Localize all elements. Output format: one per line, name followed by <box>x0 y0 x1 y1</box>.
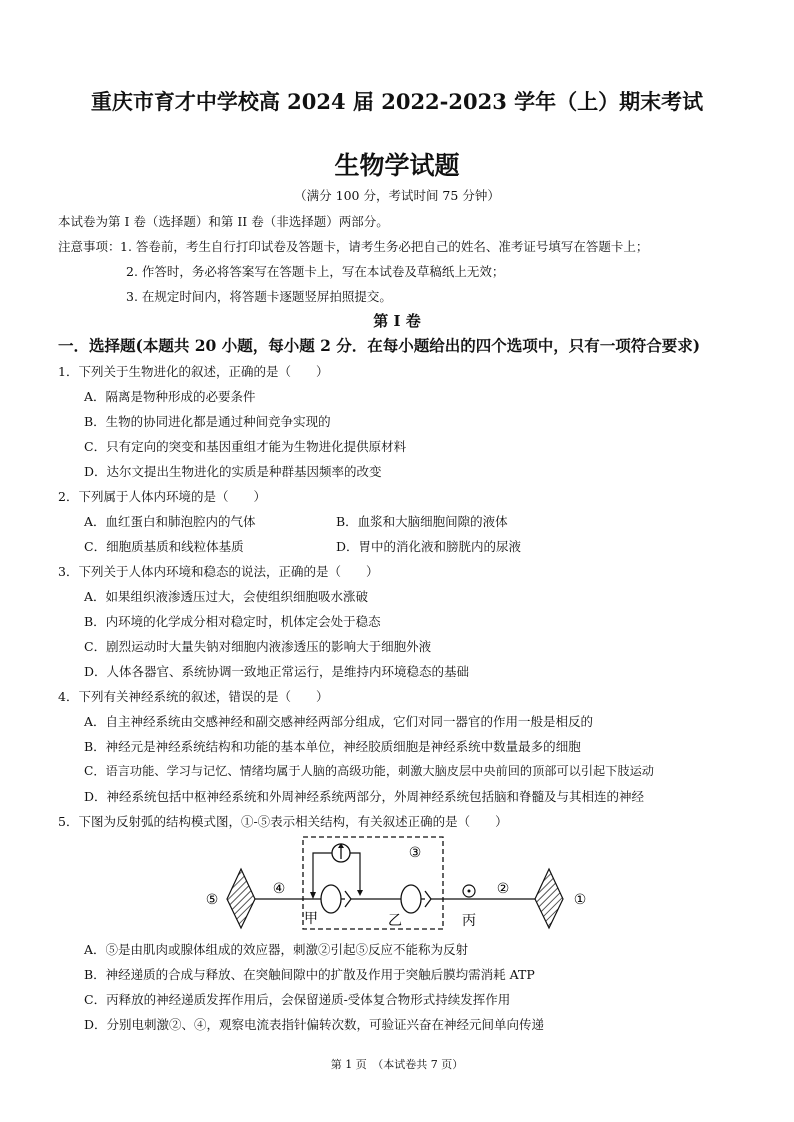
option-a: A．自主神经系统由交感神经和副交感神经两部分组成，它们对同一器官的作用一般是相反的 <box>84 714 594 729</box>
option-d: D．达尔文提出生物进化的实质是种群基因频率的改变 <box>84 464 382 479</box>
label-5: ⑤ <box>205 892 219 908</box>
option-d: D．人体各器官、系统协调一致地正常运行，是维持内环境稳态的基础 <box>84 664 470 679</box>
option-b: B．生物的协同进化都是通过种间竞争实现的 <box>84 414 331 429</box>
option-b: B．内环境的化学成分相对稳定时，机体定会处于稳态 <box>84 614 381 629</box>
question-stem: 1．下列关于生物进化的叙述，正确的是（ ） <box>58 364 329 379</box>
label-yi: 乙 <box>388 913 402 929</box>
note-item: 1. 答卷前，考生自行打印试卷及答题卡，请考生务必把自己的姓名、准考证号填写在答题卡上； <box>120 239 649 254</box>
neuron-jia <box>321 885 341 913</box>
option-a: A．血红蛋白和肺泡腔内的气体 <box>84 514 256 529</box>
label-jia: 甲 <box>304 911 318 927</box>
option-d: D．神经系统包括中枢神经系统和外周神经系统两部分，外周神经系统包括脑和脊髓及与其相连的神经 <box>84 789 645 804</box>
page-footer: 第 1 页 （本试卷共 7 页） <box>330 1058 464 1071</box>
question-stem: 5．下图为反射弧的结构模式图，①-⑤表示相关结构，有关叙述正确的是（ ） <box>58 814 508 829</box>
option-d: D．胃中的消化液和膀胱内的尿液 <box>336 539 522 554</box>
note-item: 2. 作答时，务必将答案写在答题卡上，写在本试卷及草稿纸上无效； <box>126 264 505 279</box>
label-1: ① <box>573 892 587 908</box>
section-heading: 一．选择题(本题共 20 小题，每小题 2 分．在每小题给出的四个选项中，只有一项符合要求) <box>58 336 701 355</box>
option-a: A．如果组织液渗透压过大，会使组织细胞吸水涨破 <box>84 589 369 604</box>
neuron-yi <box>401 885 421 913</box>
option-c: C．只有定向的突变和基因重组才能为生物进化提供原材料 <box>84 439 407 454</box>
option-a: A．隔离是物种形成的必要条件 <box>84 389 256 404</box>
subject-title: 生物学试题 <box>334 151 460 180</box>
central-box <box>303 837 443 929</box>
option-b: B．神经递质的合成与释放、在突触间隙中的扩散及作用于突触后膜均需消耗 ATP <box>84 967 535 982</box>
question-stem: 4．下列有关神经系统的叙述，错误的是（ ） <box>58 689 329 704</box>
question-stem: 3．下列关于人体内环境和稳态的说法，正确的是（ ） <box>58 564 379 579</box>
option-c: C．剧烈运动时大量失钠对细胞内液渗透压的影响大于细胞外液 <box>84 639 432 654</box>
option-c: C．细胞质基质和线粒体基质 <box>84 539 244 554</box>
option-c: C．语言功能、学习与记忆、情绪均属于人脑的高级功能，刺激大脑皮层中央前回的顶部可以引起下肢运动 <box>84 764 654 778</box>
label-2: ② <box>496 881 510 897</box>
volume-heading: 第 I 卷 <box>373 312 421 330</box>
notes-label: 注意事项： <box>58 239 121 254</box>
option-c: C．丙释放的神经递质发挥作用后，会保留递质-受体复合物形式持续发挥作用 <box>84 992 511 1007</box>
composition-note: 本试卷为第 I 卷（选择题）和第 II 卷（非选择题）两部分。 <box>58 214 389 229</box>
label-bing: 丙 <box>462 913 476 929</box>
option-d: D．分别电刺激②、④，观察电流表指针偏转次数，可验证兴奋在神经元间单向传递 <box>84 1017 545 1032</box>
effector-shape <box>227 869 255 928</box>
label-3: ③ <box>408 845 422 861</box>
option-b: B．血浆和大脑细胞间隙的液体 <box>336 514 508 529</box>
option-b: B．神经元是神经系统结构和功能的基本单位，神经胶质细胞是神经系统中数量最多的细胞 <box>84 739 581 754</box>
option-a: A．⑤是由肌肉或腺体组成的效应器，刺激②引起⑤反应不能称为反射 <box>84 942 469 957</box>
reflex-arc-diagram <box>195 833 595 933</box>
receptor-shape <box>535 869 563 928</box>
question-stem: 2．下列属于人体内环境的是（ ） <box>58 489 266 504</box>
note-item: 3. 在规定时间内，将答题卡逐题竖屏拍照提交。 <box>126 289 392 304</box>
label-4: ④ <box>272 881 286 897</box>
exam-title: 重庆市育才中学校高 2024 届 2022-2023 学年（上）期末考试 <box>90 89 704 114</box>
score-info: （满分 100 分，考试时间 75 分钟） <box>294 188 500 203</box>
